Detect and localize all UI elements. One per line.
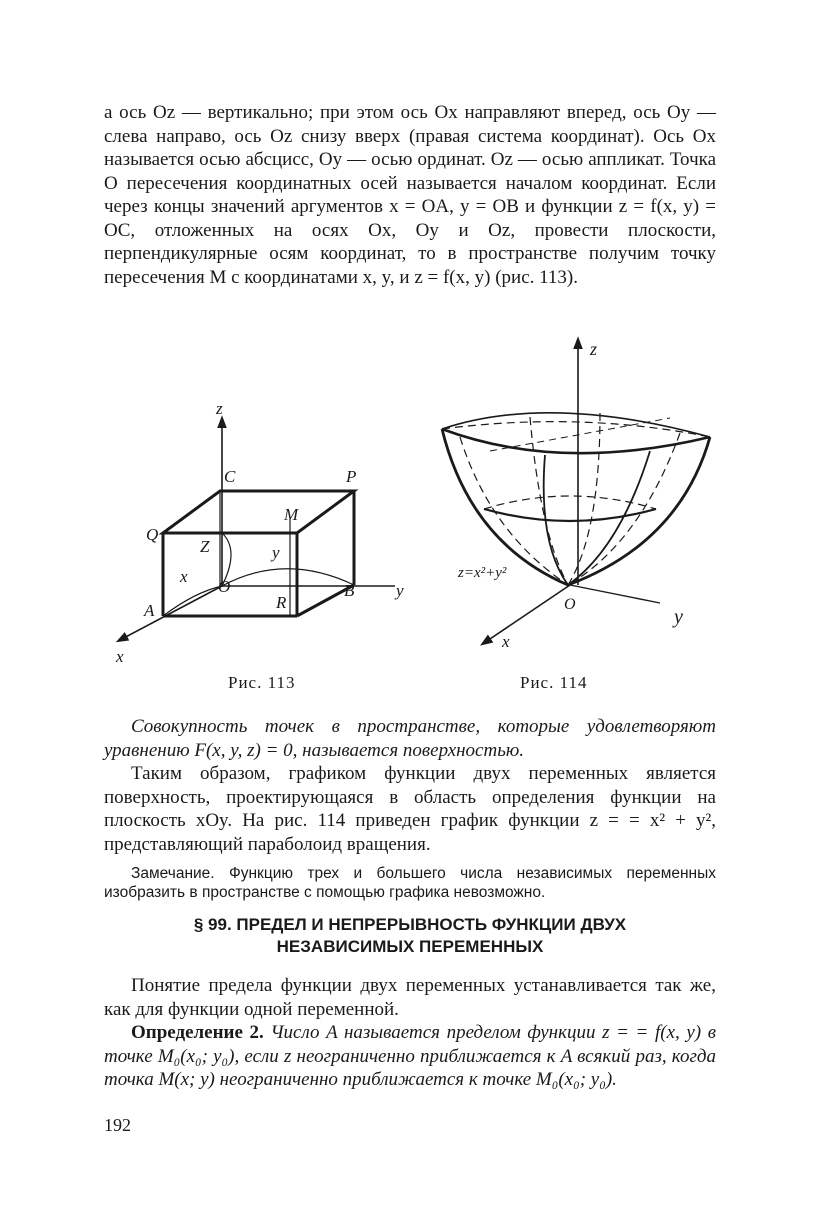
label-x-axis: x <box>116 647 124 666</box>
text-body <box>104 715 716 902</box>
section-heading-line-2: НЕЗАВИСИМЫХ ПЕРЕМЕННЫХ <box>276 937 544 956</box>
limit-intro: Понятие предела функции двух переменных устанавливается так же, как для функции одной переменной. <box>104 975 716 1020</box>
label-x-small: x <box>180 567 188 586</box>
paragraph-text: а ось Oz — вертикально; при этом ось Ox направляют вперед, ось Oy — слева направо, ось Oz снизу вверх (правая система координат). Ось Ox называется осью абсцисс, Oy — осью ординат. Oz — осью аппликат. Точка O пересечения координатных осей называется началом координат. Если через концы значений аргументов x = OA, y = OB и функции z = f(x, y) = OC, отложенных на осях Ox, Oy и Oz, провести плоскости, перпендикулярные осям координат, то в пространстве получим точку пересечения M с координатами x, y, и z = f(x, y) (рис. 113). <box>104 102 716 288</box>
label-y-114: y <box>674 606 683 628</box>
label-a: A <box>144 601 155 620</box>
label-y-axis: y <box>396 581 404 600</box>
label-m: M <box>284 505 299 524</box>
label-o-114: O <box>564 596 576 613</box>
figure-113-caption: Рис. 113 <box>228 673 296 692</box>
label-p: P <box>346 467 357 486</box>
figure-113 <box>100 390 420 670</box>
label-b: B <box>344 581 355 600</box>
label-r: R <box>276 593 287 612</box>
label-z: z <box>216 399 223 418</box>
paragraph-coordinates <box>104 101 716 289</box>
label-z-114: z <box>590 339 598 359</box>
definition-text: Число A называется пределом функции z = = f(x, y) в точке M₀(x₀; y₀), если z неограниченно приближается к A всякий раз, когда точка M(x; y) неограниченно приближается к точке M₀(x₀; y₀). <box>104 1022 716 1090</box>
label-q: Q <box>146 525 159 544</box>
figure-114-caption: Рис. 114 <box>520 673 588 692</box>
definition-2 <box>104 1021 716 1092</box>
label-z-small: Z <box>200 537 210 556</box>
section-heading-line-1: § 99. ПРЕДЕЛ И НЕПРЕРЫВНОСТЬ ФУНКЦИИ ДВУХ <box>193 915 627 934</box>
label-x-114: x <box>502 632 510 651</box>
page-number: 192 <box>104 1115 131 1135</box>
definition-label: Определение 2. <box>131 1022 264 1043</box>
paraboloid-paragraph: Таким образом, графиком функции двух переменных является поверхность, проектирующаяся в область определения функции на плоскость xOy. На рис. 114 приведен график функции z = = x² + y², представляющий параболоид вращения. <box>104 763 716 855</box>
label-equation: z=x²+y² <box>458 565 507 581</box>
limit-section <box>104 974 716 1092</box>
label-y-small: y <box>272 543 280 562</box>
figure-114 <box>430 333 730 653</box>
label-c: C <box>224 467 236 486</box>
remark: Замечание. Функцию трех и большего числа независимых переменных изобразить в пространстве с помощью графика невозможно. <box>104 865 716 901</box>
label-o: O <box>218 577 231 596</box>
surface-definition: Совокупность точек в пространстве, которые удовлетворяют уравнению F(x, y, z) = 0, называется поверхностью. <box>104 716 716 761</box>
